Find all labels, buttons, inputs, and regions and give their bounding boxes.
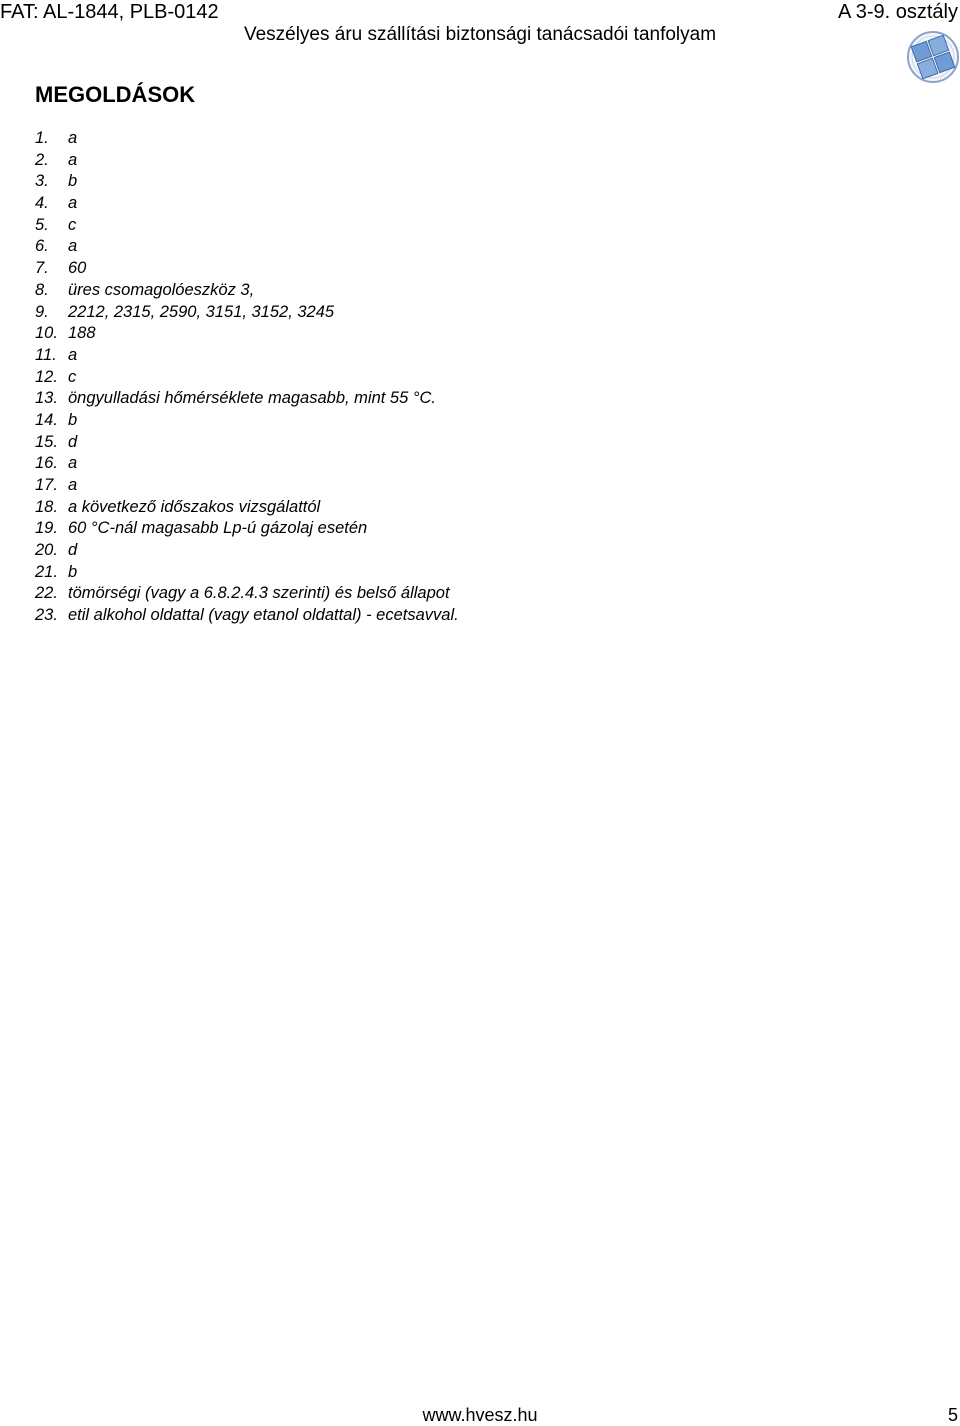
answer-text: b: [68, 172, 78, 191]
answer-number: 19.: [35, 519, 58, 538]
answer-item: [35, 171, 459, 193]
answer-text: 188: [68, 324, 96, 343]
answer-number: 9.: [35, 302, 49, 321]
answer-text: etil alkohol oldattal (vagy etanol oldattal) - ecetsavval.: [68, 606, 459, 625]
answer-item: [35, 453, 459, 475]
answer-item: [35, 302, 459, 324]
header-course-code: FAT: AL-1844, PLB-0142: [0, 1, 219, 23]
answer-number: 13.: [35, 389, 58, 408]
answer-number: 14.: [35, 410, 58, 429]
answer-text: c: [68, 367, 77, 386]
answer-item: [35, 367, 459, 389]
answer-text: a: [68, 194, 78, 213]
answer-text: a: [68, 129, 78, 147]
answer-number: 16.: [35, 454, 58, 473]
answer-text: b: [68, 410, 78, 429]
answer-item: [35, 540, 459, 562]
answer-list: [35, 128, 459, 627]
answer-text: öngyulladási hőmérséklete magasabb, mint 55 °C.: [68, 389, 436, 408]
answer-number: 3.: [35, 172, 49, 191]
footer-url[interactable]: www.hvesz.hu: [422, 1405, 538, 1425]
answer-item: [35, 193, 459, 215]
answer-item: [35, 236, 459, 258]
answer-number: 10.: [35, 324, 58, 343]
page-number: 5: [947, 1405, 958, 1425]
answer-number: 8.: [35, 280, 49, 299]
answer-text: üres csomagolóeszköz 3,: [68, 280, 255, 299]
answer-item: [35, 475, 459, 497]
answer-number: 2.: [35, 150, 49, 169]
answer-item: [35, 410, 459, 432]
answer-item: [35, 518, 459, 540]
answer-text: a: [68, 150, 78, 169]
answer-text: tömörségi (vagy a 6.8.2.4.3 szerinti) és belső állapot: [68, 584, 450, 603]
answer-item: [35, 605, 459, 627]
answer-number: 6.: [35, 237, 49, 256]
answer-number: 22.: [35, 584, 58, 603]
answer-item: [35, 323, 459, 345]
answer-number: 1.: [35, 129, 49, 147]
answer-text: c: [68, 215, 77, 234]
answer-number: 12.: [35, 367, 58, 386]
answer-number: 21.: [35, 562, 58, 581]
answer-item: [35, 280, 459, 302]
answer-item: [35, 583, 459, 605]
answer-number: 11.: [35, 345, 57, 364]
answer-text: a: [68, 476, 78, 494]
answer-item: [35, 497, 459, 519]
answer-item: [35, 388, 459, 410]
answer-text: a: [68, 345, 78, 364]
diamond-logo-icon: [906, 30, 960, 84]
answer-number: 5.: [35, 215, 49, 234]
header-subtitle: Veszélyes áru szállítási biztonsági tanácsadói tanfolyam: [243, 24, 717, 45]
answer-text: a: [68, 237, 78, 256]
answer-text: d: [68, 541, 78, 560]
answer-number: 4.: [35, 194, 49, 213]
answer-text: 60: [68, 259, 87, 278]
header-class: A 3-9. osztály: [837, 1, 958, 23]
section-title: MEGOLDÁSOK: [35, 82, 196, 107]
answer-number: 17.: [35, 476, 58, 494]
answer-text: a: [68, 454, 78, 473]
answer-item: [35, 562, 459, 584]
answer-number: 18.: [35, 497, 58, 516]
answer-number: 23.: [35, 606, 58, 625]
answer-item: [35, 128, 459, 150]
answer-text: 2212, 2315, 2590, 3151, 3152, 3245: [68, 302, 335, 321]
answer-text: 60 °C-nál magasabb Lp-ú gázolaj esetén: [68, 519, 368, 538]
answer-number: 7.: [35, 259, 49, 278]
answer-item: [35, 150, 459, 172]
answer-item: [35, 432, 459, 454]
answer-number: 20.: [35, 541, 58, 560]
answer-number: 15.: [35, 432, 58, 451]
answer-text: b: [68, 562, 78, 581]
answer-text: d: [68, 432, 78, 451]
answer-text: a következő időszakos vizsgálattól: [68, 497, 321, 516]
answer-item: [35, 258, 459, 280]
answer-item: [35, 215, 459, 237]
answer-item: [35, 345, 459, 367]
